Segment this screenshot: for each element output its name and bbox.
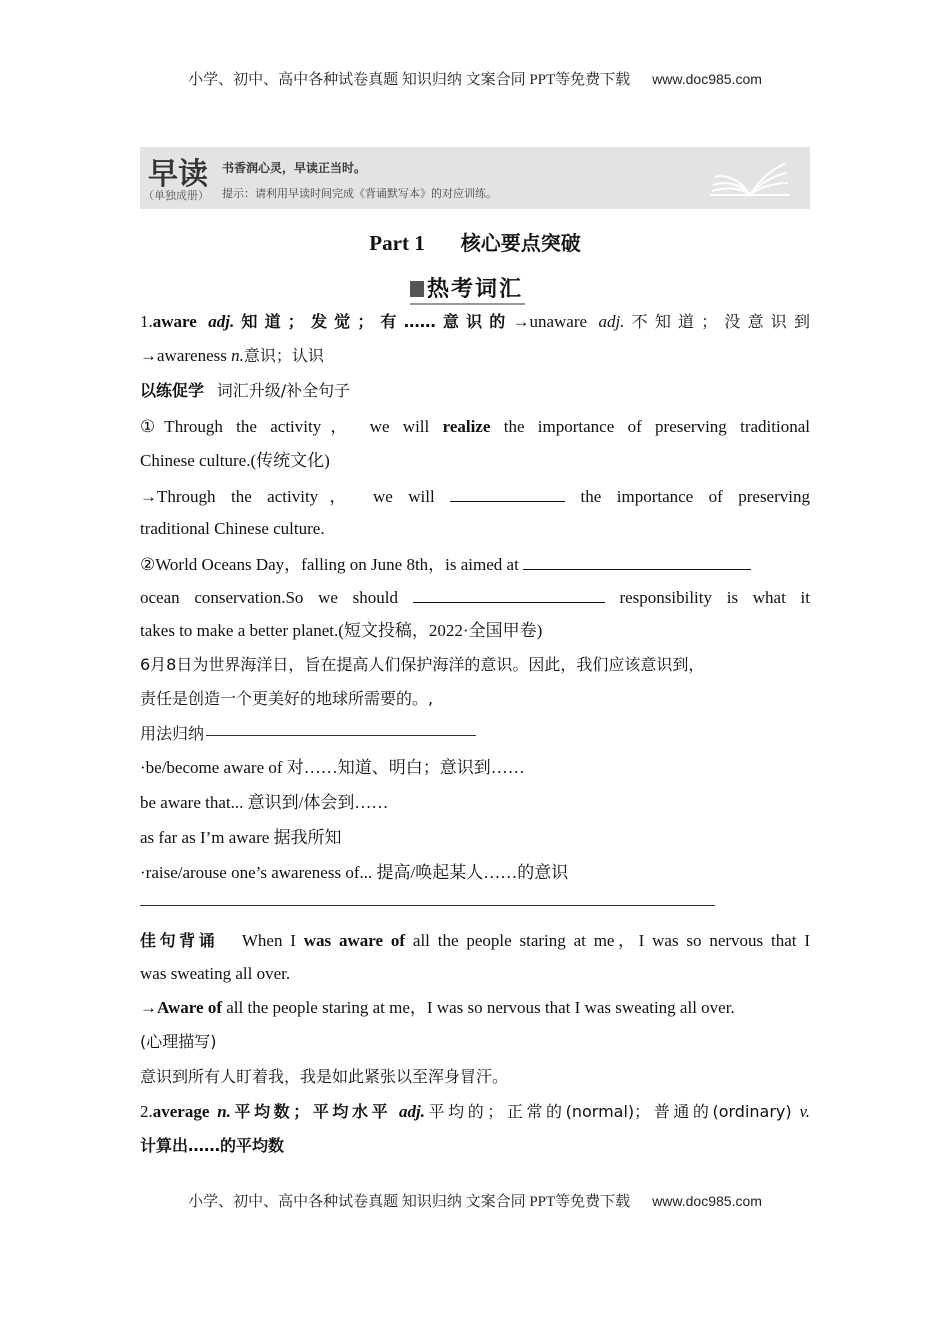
banner-subtitle: （单独成册）	[143, 190, 209, 202]
good-sentence-end: was sweating all over.	[140, 964, 291, 983]
sentence-1-rewrite: →Through the activity， we will the importance of preserving	[140, 487, 810, 506]
part-title	[0, 227, 950, 256]
section-heading	[410, 272, 525, 305]
sentence-2: ②World Oceans Day，falling on June 8th，is aimed at	[140, 553, 810, 576]
footer-text: 小学、初中、高中各种试卷真题 知识归纳 文案合同 PPT等免费下载	[188, 1194, 631, 1210]
good-sentence-tag: (心理描写)	[140, 1032, 217, 1051]
footer-url[interactable]: www.doc985.com	[652, 1193, 762, 1209]
translation-line-2: 责任是创造一个更美好的地球所需要的。,	[140, 689, 434, 708]
banner-title: 早读	[148, 158, 208, 191]
entry-awareness: →awareness n.意识；认识	[140, 346, 324, 365]
sentence-2-source: takes to make a better planet.(短文投稿，2022·全国甲卷)	[140, 621, 543, 640]
usage-item: ·raise/arouse one’s awareness of... 提高/唤起某人……的意识	[140, 863, 569, 882]
part-name: 核心要点突破	[460, 231, 581, 255]
entry-average: 2.average n.平均数；平均水平 adj.平均的；正常的(normal)；普通的(ordinary) v.	[140, 1102, 810, 1121]
good-sentence-rewrite: →Aware of all the people staring at me，I was so nervous that I was sweating all over.	[140, 998, 735, 1017]
part-number: Part 1	[369, 231, 425, 255]
good-sentence-translation: 意识到所有人盯着我，我是如此紧张以至浑身冒汗。	[140, 1067, 509, 1086]
section-marker-icon	[410, 281, 424, 297]
entry-aware: 1.aware adj.知道；发觉；有……意识的→unaware adj.不知道；没意识到	[140, 312, 810, 331]
answer-blank[interactable]	[413, 586, 605, 603]
sentence-1-end: Chinese culture.(传统文化)	[140, 451, 330, 470]
usage-item: be aware that... 意识到/体会到……	[140, 793, 389, 812]
sentence-2-line2: ocean conservation.So we should responsibility is what it	[140, 588, 810, 607]
header-text: 小学、初中、高中各种试卷真题 知识归纳 文案合同 PPT等免费下载	[188, 72, 631, 88]
usage-item: ·be/become aware of 对……知道、明白；意识到……	[140, 758, 525, 777]
sentence-1: ①Through the activity， we will realize the importance of preserving traditional	[140, 417, 810, 436]
practice-label: 以练促学 词汇升级/补全句子	[140, 381, 351, 400]
page-header	[0, 68, 950, 89]
answer-blank[interactable]	[523, 553, 751, 570]
answer-blank[interactable]	[450, 485, 565, 502]
banner-tip: 提示：请利用早读时间完成《背诵默写本》的对应训练。	[222, 187, 497, 200]
section-title: 热考词汇	[427, 277, 524, 302]
early-reading-banner	[140, 147, 810, 209]
divider	[140, 905, 715, 906]
open-book-icon	[710, 159, 790, 199]
usage-heading: 用法归纳	[140, 723, 810, 745]
good-sentence: 佳句背诵 When I was aware of all the people staring at me，I was so nervous that I	[140, 931, 810, 950]
entry-average-verb: 计算出……的平均数	[140, 1136, 285, 1155]
usage-item: as far as I’m aware 据我所知	[140, 828, 342, 847]
banner-slogan: 书香润心灵，早读正当时。	[222, 161, 367, 175]
sentence-1-rewrite-end: traditional Chinese culture.	[140, 519, 325, 538]
header-url[interactable]: www.doc985.com	[652, 71, 762, 87]
translation-line-1: 6月8日为世界海洋日，旨在提高人们保护海洋的意识。因此，我们应该意识到，	[140, 655, 705, 674]
page-footer	[0, 1190, 950, 1211]
